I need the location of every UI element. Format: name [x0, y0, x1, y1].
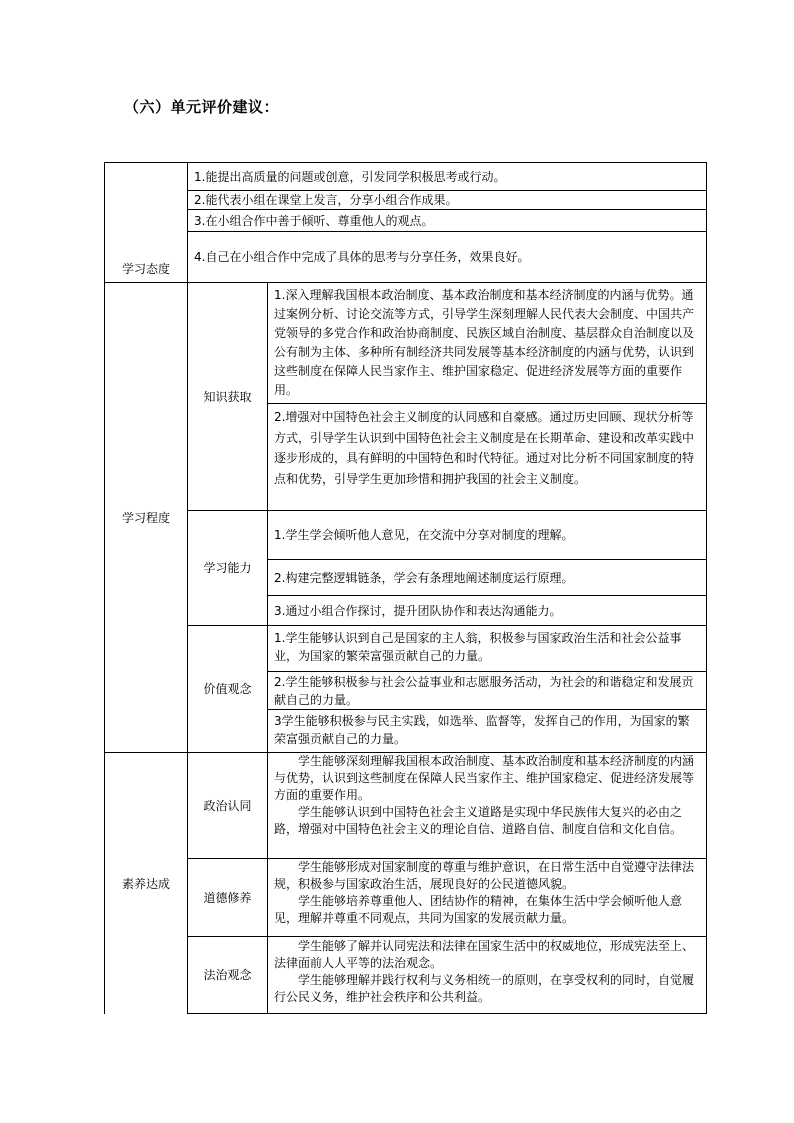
- ability-item-1: 1.学生学会倾听他人意见，在交流中分享对制度的理解。: [274, 528, 574, 542]
- label-political-identity: 政治认同: [203, 798, 252, 813]
- political-identity-text: 学生能够深刻理解我国根本政治制度、基本政治制度和基本经济制度的内涵与优势，认识到这些制度在保障人民当家作主、维护国家稳定、促进经济发展等方面的重要作用。 学生能够认识到中国特色社会主义道路是实现中华民族伟大复兴的必由之路，增强对中国特色社会主义的理论自信、道路自信、制度自信和文化自信。: [274, 754, 695, 836]
- rule-of-law-text: 学生能够了解并认同宪法和法律在国家生活中的权威地位，形成宪法至上、法律面前人人平等的法治观念。 学生能够理解并践行权利与义务相统一的原则，在享受权利的同时，自觉履行公民义务，维护社会秩序和公共利益。: [274, 939, 695, 1004]
- section-heading: （六）单元评价建议：: [124, 98, 280, 116]
- attitude-item-4: 4.自己在小组合作中完成了具体的思考与分享任务，效果良好。: [194, 250, 530, 264]
- label-learning-ability: 学习能力: [203, 561, 252, 575]
- values-item-2: 2.学生能够积极参与社会公益事业和志愿服务活动，为社会的和谐稳定和发展贡献自己的力量。: [274, 675, 694, 707]
- table-border-bottom: [187, 1013, 707, 1014]
- label-values: 价值观念: [203, 682, 252, 696]
- knowledge-item-2: 2.增强对中国特色社会主义制度的认同感和自豪感。通过历史回顾、现状分析等方式，引导学生认识到中国特色社会主义制度是在长期革命、建设和改革实践中逐步形成的，具有鲜明的中国特色和时代特征。通过对比分析不同国家制度的特点和优势，引导学生更加珍惜和拥护我国的社会主义制度。: [274, 410, 695, 486]
- ability-item-2: 2.构建完整逻辑链条，学会有条理地阐述制度运行原理。: [274, 570, 574, 585]
- knowledge-item-1: 1.深入理解我国根本政治制度、基本政治制度和基本经济制度的内涵与优势。通过案例分析、讨论交流等方式，引导学生深刻理解人民代表大会制度、中国共产党领导的多党合作和政治协商制度、民族区域自治制度、基层群众自治制度以及公有制为主体、多种所有制经济共同发展等基本经济制度的内涵与优势，认识到这些制度在保障人民当家作主、维护国家稳定、促进经济发展等方面的重要作用。: [274, 288, 695, 397]
- label-learning-attitude: 学习态度: [121, 262, 170, 276]
- label-learning-degree: 学习程度: [121, 510, 170, 525]
- values-item-3: 3学生能够积极参与民主实践，如选举、监督等，发挥自己的作用，为国家的繁荣富强贡献自己的力量。: [274, 714, 690, 746]
- ability-item-3: 3.通过小组合作探讨，提升团队协作和表达沟通能力。: [274, 603, 562, 618]
- values-item-1: 1.学生能够认识到自己是国家的主人翁，积极参与国家政治生活和社会公益事业，为国家的繁荣富强贡献自己的力量。: [274, 631, 682, 663]
- attitude-item-2: 2.能代表小组在课堂上发言，分享小组合作成果。: [194, 193, 458, 207]
- label-knowledge-acquisition: 知识获取: [203, 389, 252, 404]
- attitude-item-1: 1.能提出高质量的问题或创意，引发同学积极思考或行动。: [194, 169, 506, 184]
- label-literacy-achievement: 素养达成: [121, 876, 170, 891]
- table-border-right: [706, 162, 707, 1014]
- label-moral-cultivation: 道德修养: [203, 890, 252, 905]
- moral-cultivation-text: 学生能够形成对国家制度的尊重与维护意识，在日常生活中自觉遵守法律法规，积极参与国家政治生活，展现良好的公民道德风貌。 学生能够培养尊重他人、团结协作的精神，在集体生活中学会倾听他人意见，理解并尊重不同观点，共同为国家的发展贡献力量。: [274, 860, 695, 925]
- label-rule-of-law: 法治观念: [203, 968, 252, 982]
- attitude-item-3: 3.在小组合作中善于倾听、尊重他人的观点。: [194, 213, 434, 228]
